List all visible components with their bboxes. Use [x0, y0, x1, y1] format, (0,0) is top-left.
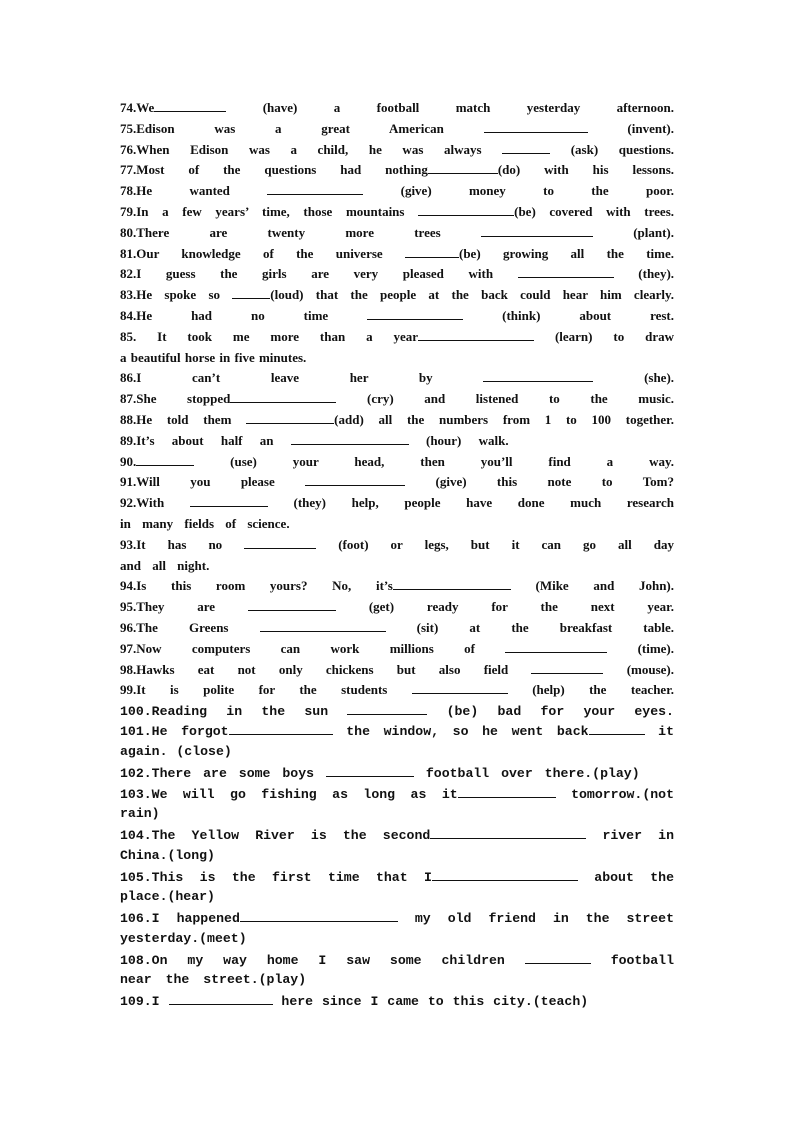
answer-blank[interactable]: [267, 181, 363, 195]
answer-blank[interactable]: [458, 784, 556, 798]
answer-blank[interactable]: [531, 660, 603, 674]
answer-blank[interactable]: [525, 950, 591, 964]
question-77: 77.Most of the questions had nothing (do) with his lessons.: [120, 162, 674, 177]
answer-blank[interactable]: [430, 825, 586, 839]
answer-blank[interactable]: [154, 98, 226, 112]
question-100: 100.Reading in the sun (be) bad for your eyes.: [120, 701, 674, 723]
answer-blank[interactable]: [230, 389, 336, 403]
answer-blank[interactable]: [589, 721, 645, 735]
answer-blank[interactable]: [393, 576, 511, 590]
question-90: 90. (use) your head, then you’ll find a way.: [120, 454, 674, 469]
answer-blank[interactable]: [169, 991, 273, 1005]
answer-blank[interactable]: [232, 285, 270, 299]
answer-blank[interactable]: [229, 721, 333, 735]
answer-blank[interactable]: [405, 244, 459, 258]
answer-blank[interactable]: [190, 493, 268, 507]
question-84: 84.He had no time (think) about rest.: [120, 308, 675, 323]
answer-blank[interactable]: [418, 327, 534, 341]
question-104-continued: China.(long): [120, 848, 215, 863]
answer-blank[interactable]: [428, 160, 498, 174]
question-75: 75.Edison was a great American (invent).: [120, 121, 675, 136]
question-98: 98.Hawks eat not only chickens but also field (mouse).: [120, 662, 674, 677]
question-85: 85. It took me more than a year (learn) to draw: [120, 329, 675, 344]
question-94: 94.Is this room yours? No, it’s (Mike and John).: [120, 578, 675, 593]
question-103: 103.We will go fishing as long as it tomorrow.(not: [120, 784, 674, 806]
question-88: 88.He told them (add) all the numbers from 1 to 100 together.: [120, 412, 675, 427]
question-106-continued: yesterday.(meet): [120, 931, 247, 946]
answer-blank[interactable]: [502, 140, 550, 154]
question-96: 96.The Greens (sit) at the breakfast table.: [120, 620, 675, 635]
answer-blank[interactable]: [136, 452, 194, 466]
answer-blank[interactable]: [432, 867, 578, 881]
question-87: 87.She stopped (cry) and listened to the music.: [120, 391, 675, 406]
answer-blank[interactable]: [412, 680, 508, 694]
question-104: 104.The Yellow River is the second river in: [120, 825, 674, 847]
question-101-continued: again. (close): [120, 744, 232, 759]
question-85-continued: a beautiful horse in five minutes.: [120, 350, 307, 365]
question-101: 101.He forgot the window, so he went back it: [120, 721, 674, 743]
question-105-continued: place.(hear): [120, 889, 215, 904]
answer-blank[interactable]: [484, 119, 588, 133]
question-78: 78.He wanted (give) money to the poor.: [120, 183, 675, 198]
question-83: 83.He spoke so (loud) that the people at the back could hear him clearly.: [120, 287, 674, 302]
question-92-continued: in many fields of science.: [120, 516, 290, 531]
answer-blank[interactable]: [244, 535, 316, 549]
answer-blank[interactable]: [326, 763, 414, 777]
answer-blank[interactable]: [505, 639, 607, 653]
question-92: 92.With (they) help, people have done much research: [120, 495, 675, 510]
question-82: 82.I guess the girls are very pleased with (they).: [120, 266, 675, 281]
answer-blank[interactable]: [367, 306, 463, 320]
question-93-continued: and all night.: [120, 558, 210, 573]
question-80: 80.There are twenty more trees (plant).: [120, 225, 674, 240]
answer-blank[interactable]: [248, 597, 336, 611]
answer-blank[interactable]: [347, 701, 427, 715]
question-102: 102.There are some boys football over there.(play): [120, 763, 674, 785]
answer-blank[interactable]: [483, 368, 593, 382]
question-76: 76.When Edison was a child, he was always (ask) questions.: [120, 142, 675, 157]
question-89: 89.It’s about half an (hour) walk.: [120, 433, 509, 448]
question-91: 91.Will you please (give) this note to Tom?: [120, 474, 674, 489]
question-105: 105.This is the first time that I about the: [120, 867, 674, 889]
answer-blank[interactable]: [291, 431, 409, 445]
answer-blank[interactable]: [246, 410, 334, 424]
answer-blank[interactable]: [481, 223, 593, 237]
answer-blank[interactable]: [260, 618, 386, 632]
question-108: 108.On my way home I saw some children football: [120, 950, 674, 972]
question-97: 97.Now computers can work millions of (time).: [120, 641, 675, 656]
answer-blank[interactable]: [240, 908, 398, 922]
question-79: 79.In a few years’ time, those mountains (be) covered with trees.: [120, 204, 675, 219]
answer-blank[interactable]: [418, 202, 514, 216]
answer-blank[interactable]: [518, 264, 614, 278]
question-81: 81.Our knowledge of the universe (be) growing all the time.: [120, 246, 674, 261]
question-93: 93.It has no (foot) or legs, but it can go all day: [120, 537, 675, 552]
question-74: 74.We (have) a football match yesterday afternoon.: [120, 100, 675, 115]
question-95: 95.They are (get) ready for the next year.: [120, 599, 675, 614]
answer-blank[interactable]: [305, 472, 405, 486]
question-108-continued: near the street.(play): [120, 972, 307, 987]
question-109: 109.I here since I came to this city.(teach): [120, 991, 674, 1013]
question-103-continued: rain): [120, 806, 160, 821]
question-86: 86.I can’t leave her by (she).: [120, 370, 675, 385]
question-99: 99.It is polite for the students (help) the teacher.: [120, 682, 675, 697]
question-106: 106.I happened my old friend in the street: [120, 908, 674, 930]
